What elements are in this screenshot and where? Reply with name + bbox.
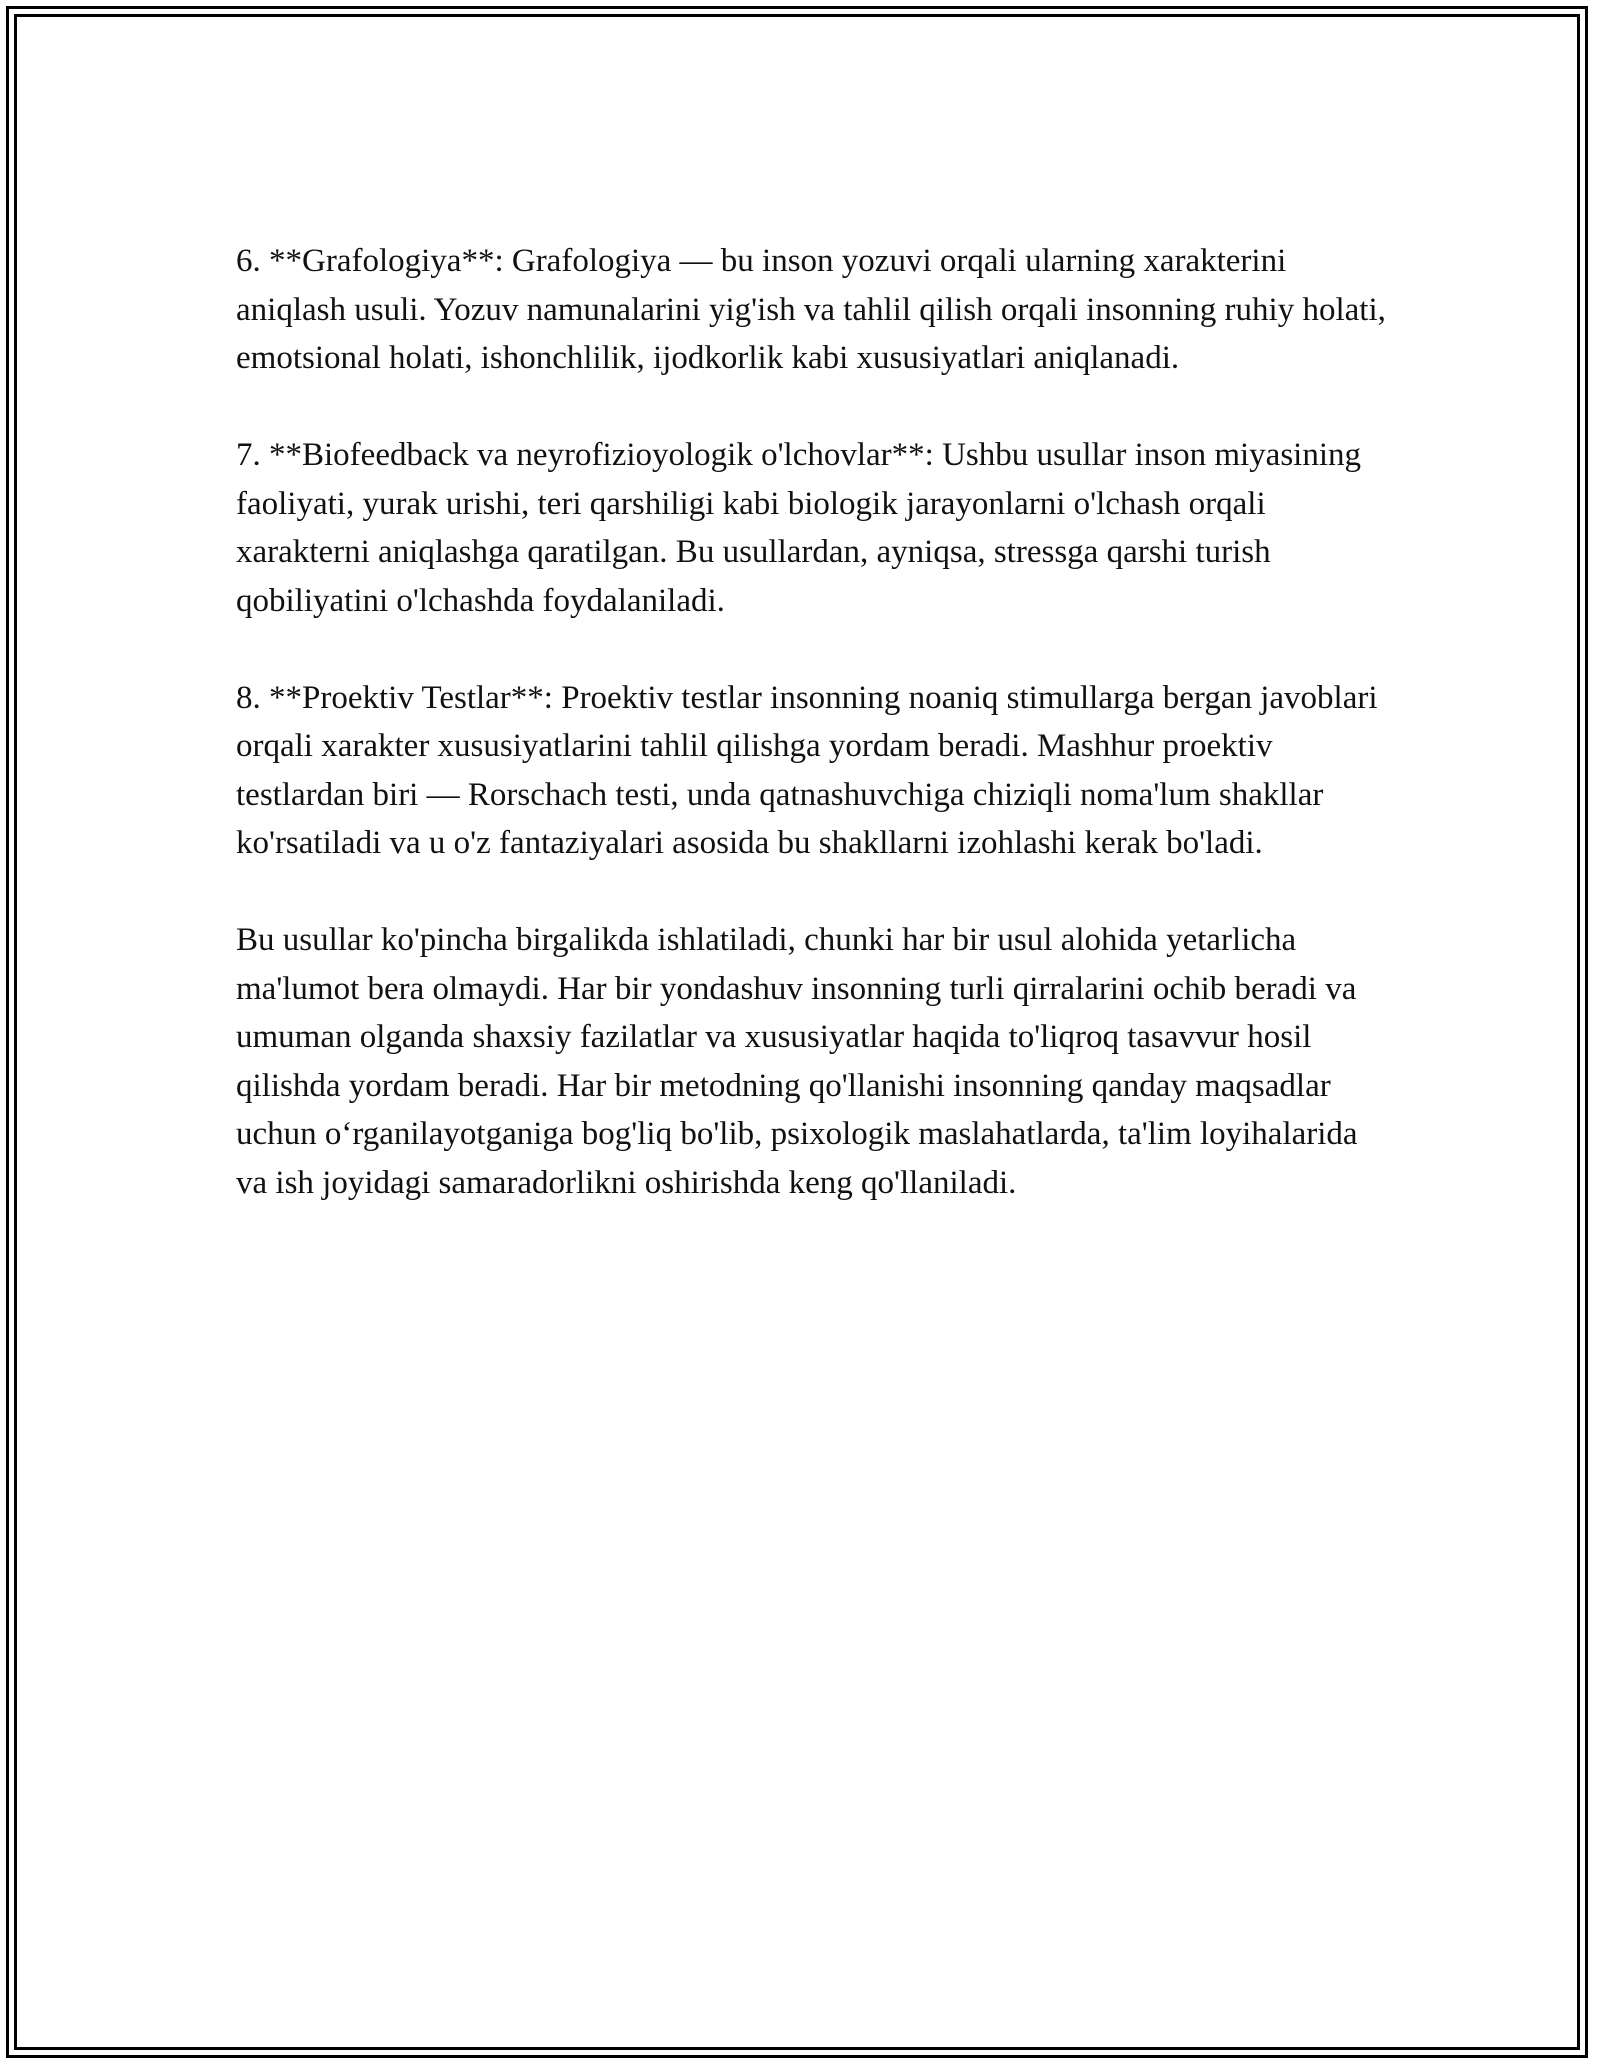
paragraph-biofeedback: 7. **Biofeedback va neyrofizioyologik o'lchovlar**: Ushbu usullar inson miyasining faoliyati, yurak urishi, teri qarshiligi kabi biologik jarayonlarni o'lchash orqali xarakterni aniqlashga qaratilgan. Bu usullardan, ayniqsa, stressga qarshi turish qobiliyatini o'lchashda foydalaniladi. — [236, 437, 1361, 619]
paragraph-conclusion: Bu usullar ko'pincha birgalikda ishlatiladi, chunki har bir usul alohida yetarlicha ma'lumot bera olmaydi. Har bir yondashuv insonning turli qirralarini ochib beradi va umuman olganda shaxsiy fazilatlar va xususiyatlar haqida to'liqroq tasavvur hosil qilishda yordam beradi. Har bir metodning qo'llanishi insonning qanday maqsadlar uchun o‘rganilayotganiga bog'liq bo'lib, psixologik maslahatlarda, ta'lim loyihalarida va ish joyidagi samaradorlikni oshirishda keng qo'llaniladi. — [236, 922, 1358, 1201]
document-body — [236, 237, 1386, 1256]
paragraph-grafologiya: 6. **Grafologiya**: Grafologiya — bu inson yozuvi orqali ularning xarakterini aniqlash usuli. Yozuv namunalarini yig'ish va tahlil qilish orqali insonning ruhiy holati, emotsional holati, ishonchlilik, ijodkorlik kabi xususiyatlari aniqlanadi. — [236, 243, 1386, 376]
paragraph-proektiv-testlar: 8. **Proektiv Testlar**: Proektiv testlar insonning noaniq stimullarga bergan javoblari orqali xarakter xususiyatlarini tahlil qilishga yordam beradi. Mashhur proektiv testlardan biri — Rorschach testi, unda qatnashuvchiga chiziqli noma'lum shakllar ko'rsatiladi va u o'z fantaziyalari asosida bu shakllarni izohlashi kerak bo'ladi. — [236, 679, 1378, 861]
